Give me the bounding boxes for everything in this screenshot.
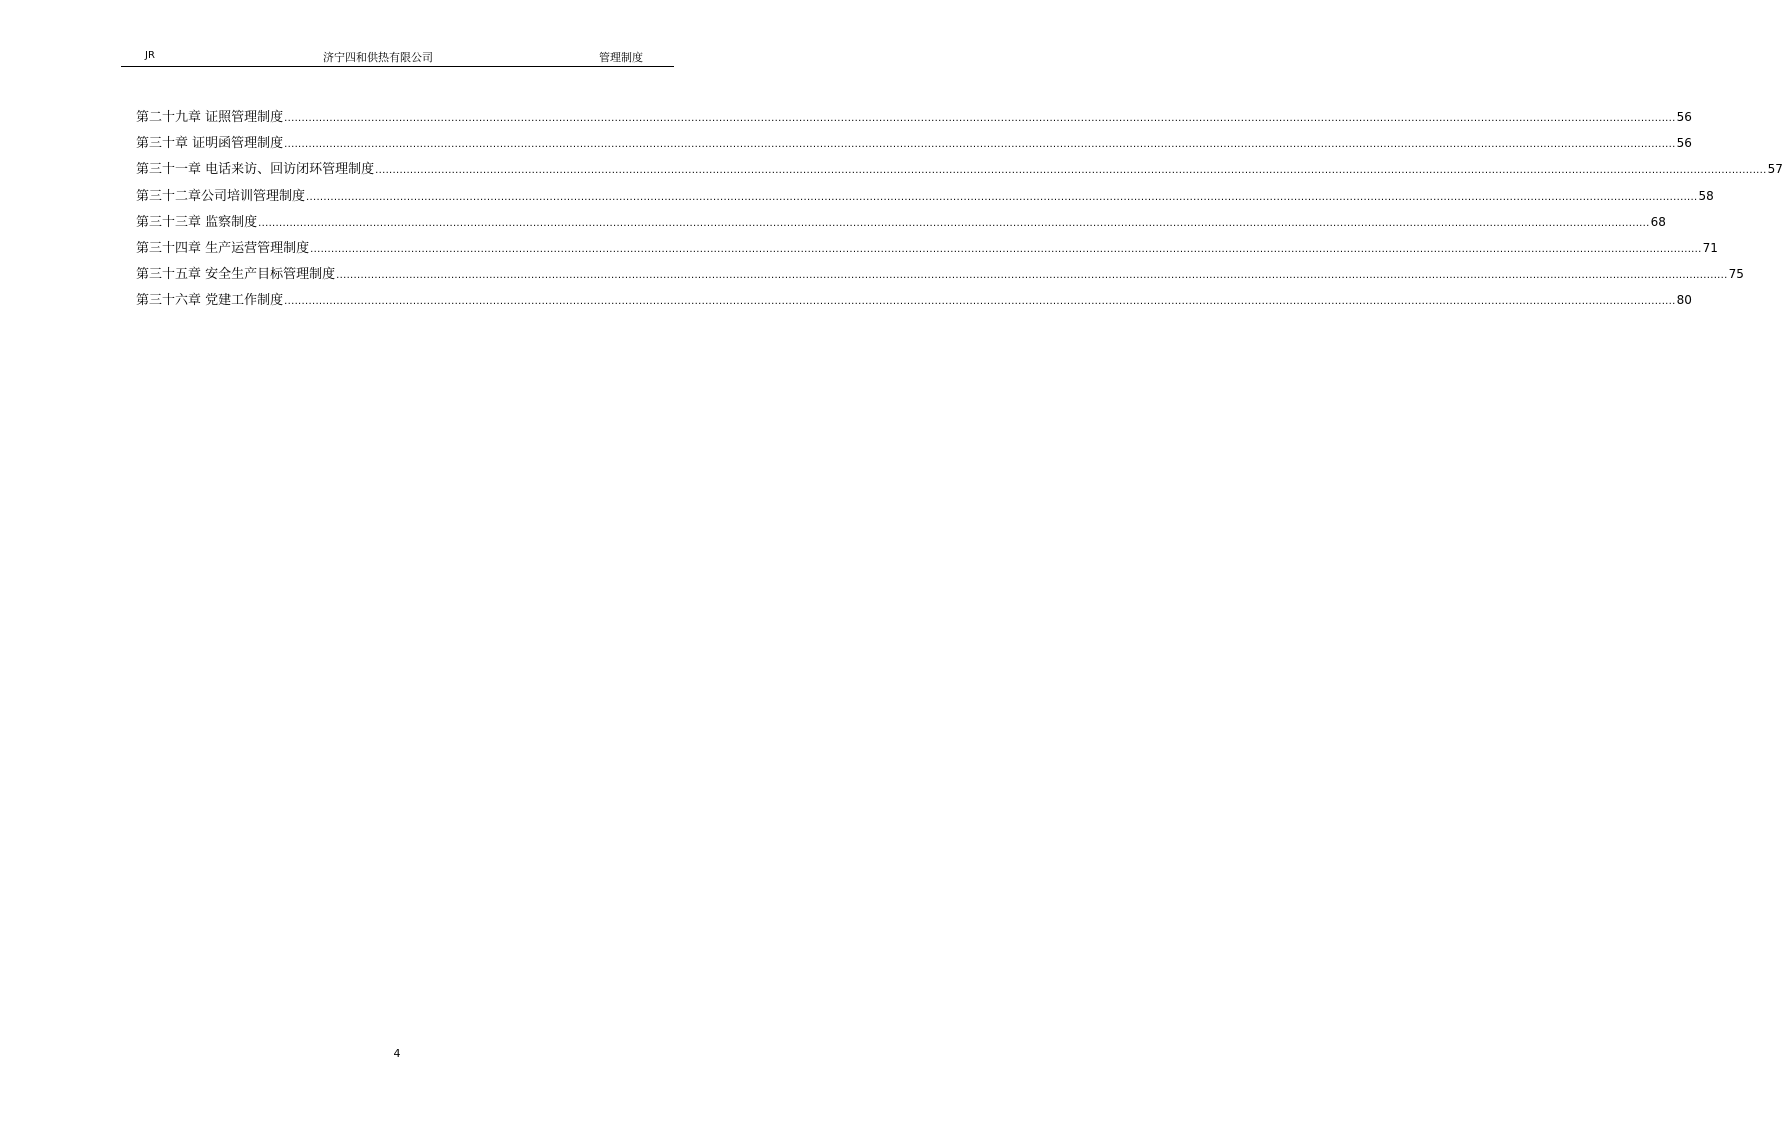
toc-entry[interactable] — [136, 239, 1718, 265]
toc-dot-leader: ................................................................................................................................................................................................................................................................................................................................................................................................................ — [284, 113, 1676, 124]
header-left-text: JR — [145, 50, 155, 61]
toc-entry-title: 第三十五章 安全生产目标管理制度 — [136, 267, 336, 283]
table-of-contents — [136, 108, 1783, 318]
toc-entry[interactable] — [136, 108, 1692, 134]
toc-entry-page: 68 — [1650, 214, 1666, 229]
toc-entry[interactable] — [136, 160, 1783, 186]
toc-entry-page: 56 — [1676, 136, 1692, 151]
toc-dot-leader: ................................................................................................................................................................................................................................................................................................................................................................................................................ — [336, 270, 1728, 282]
toc-entry-title: 第三十三章 监察制度 — [136, 214, 258, 230]
toc-entry[interactable] — [136, 265, 1744, 291]
page-number: 4 — [393, 1047, 401, 1060]
toc-entry-page: 56 — [1676, 110, 1692, 124]
toc-entry-title: 第二十九章 证照管理制度 — [136, 110, 284, 125]
toc-dot-leader: ................................................................................................................................................................................................................................................................................................................................................................................................................ — [306, 191, 1698, 203]
toc-entry-title: 第三十六章 党建工作制度 — [136, 293, 284, 309]
toc-entry-page: 57 — [1767, 162, 1783, 177]
toc-entry[interactable] — [136, 134, 1692, 160]
toc-entry-title: 第三十二章公司培训管理制度 — [136, 188, 306, 204]
toc-dot-leader: ................................................................................................................................................................................................................................................................................................................................................................................................................ — [310, 243, 1702, 255]
page-header — [121, 46, 674, 67]
toc-entry[interactable] — [136, 213, 1666, 239]
toc-entry-title: 第三十一章 电话来访、回访闭环管理制度 — [136, 162, 375, 178]
toc-entry-page: 75 — [1728, 267, 1744, 282]
toc-dot-leader: ................................................................................................................................................................................................................................................................................................................................................................................................................ — [284, 296, 1676, 308]
header-company-name: 济宁四和供热有限公司 — [323, 51, 433, 64]
toc-entry-title: 第三十四章 生产运营管理制度 — [136, 240, 310, 256]
header-document-title: 管理制度 — [599, 51, 643, 64]
toc-entry[interactable] — [136, 291, 1692, 317]
toc-dot-leader: ................................................................................................................................................................................................................................................................................................................................................................................................................ — [258, 217, 1650, 229]
toc-dot-leader: ................................................................................................................................................................................................................................................................................................................................................................................................................ — [375, 165, 1767, 177]
toc-dot-leader: ................................................................................................................................................................................................................................................................................................................................................................................................................ — [284, 139, 1676, 151]
toc-entry-page: 71 — [1702, 240, 1718, 255]
toc-entry-title: 第三十章 证明函管理制度 — [136, 136, 284, 152]
toc-entry[interactable] — [136, 187, 1714, 213]
toc-entry-page: 80 — [1676, 293, 1692, 308]
toc-entry-page: 58 — [1698, 188, 1714, 203]
